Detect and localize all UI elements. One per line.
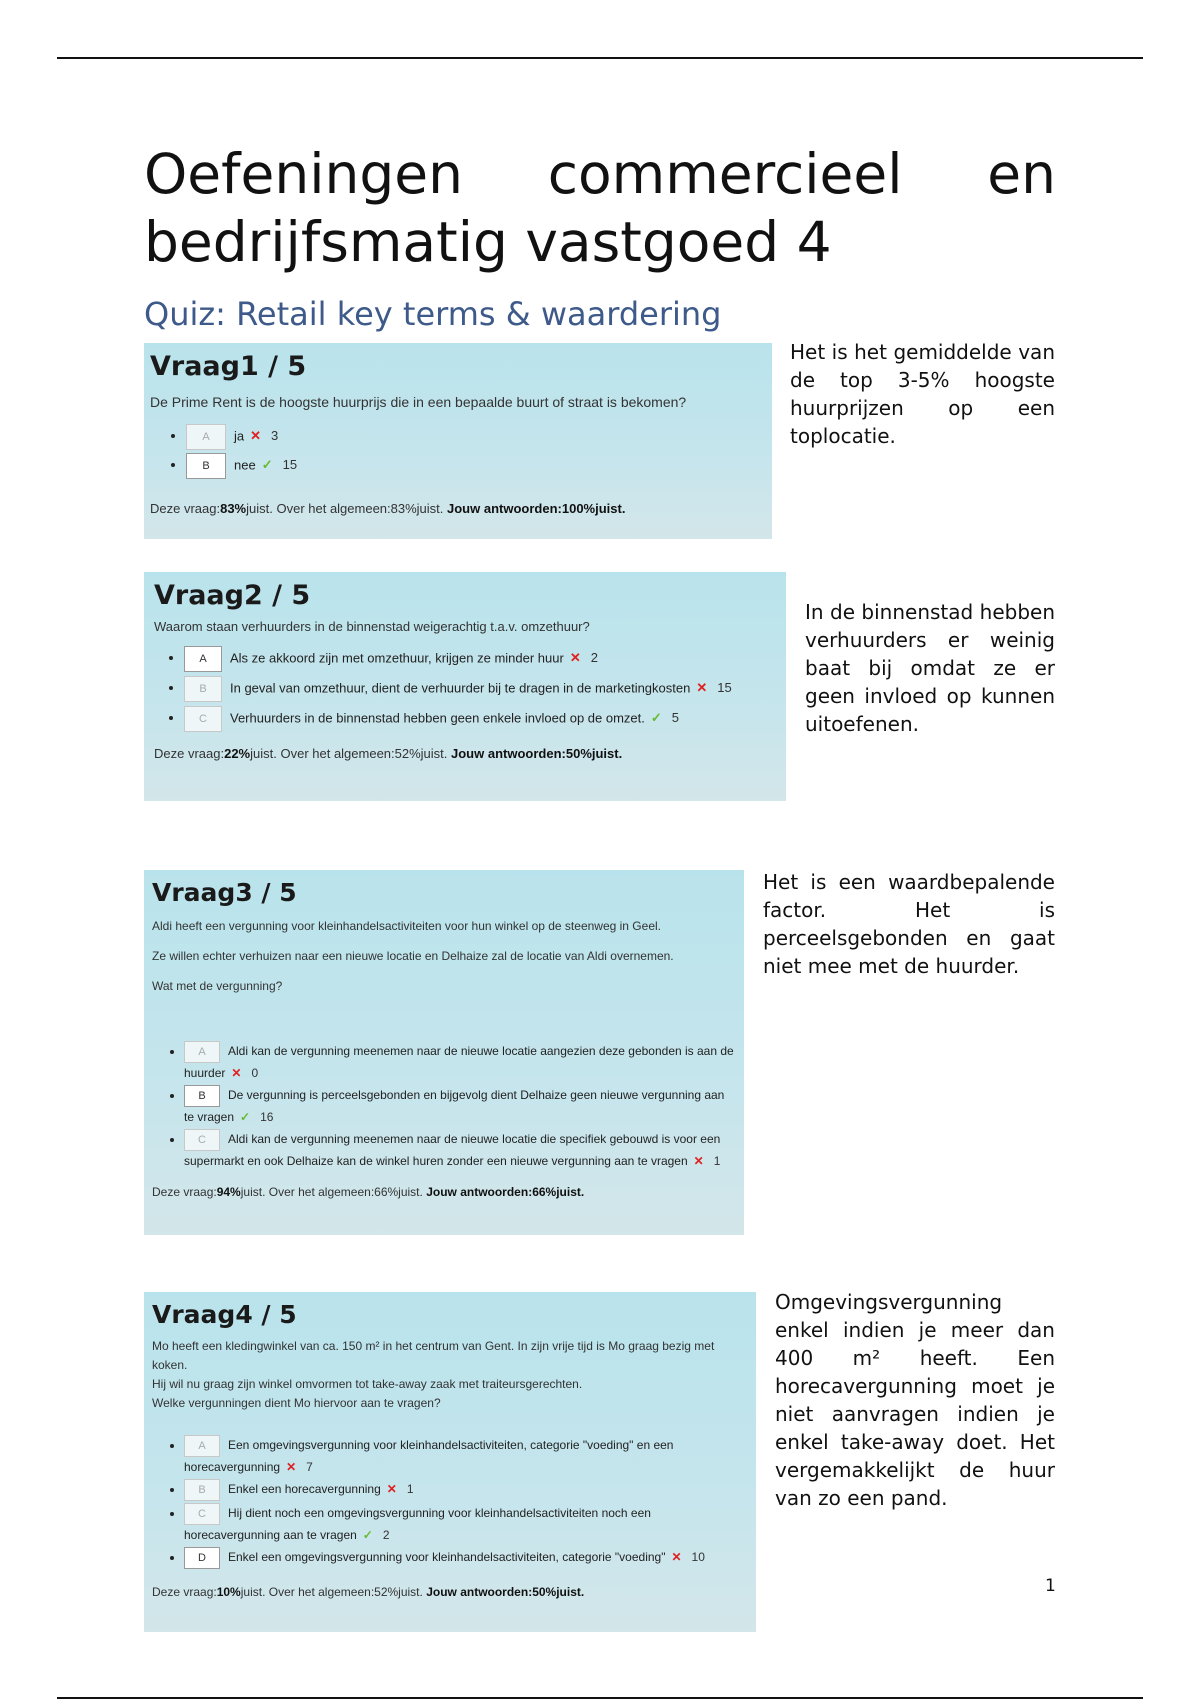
option-letter: C [184,1503,220,1525]
page-number: 1 [1045,1576,1056,1596]
option-letter: A [184,1435,220,1457]
answer-option-c[interactable]: • C Verhuurders in de binnenstad hebben geen enkele invloed op de omzet. ✓ 5 [184,706,776,732]
answer-option-b[interactable]: • B De vergunning is perceelsgebonden en bijgevolg dient Delhaize geen nieuwe vergunning aan te vragen ✓ 16 [184,1085,736,1127]
quiz-subtitle: Quiz: Retail key terms & waardering [144,295,722,333]
quiz-card-2 [144,572,786,801]
question-heading: Vraag3 / 5 [152,878,297,907]
option-letter: C [184,706,222,732]
question-heading: Vraag2 / 5 [154,580,311,611]
cross-icon: ✕ [696,680,708,696]
answer-option-b[interactable]: • B nee ✓ 15 [186,453,766,479]
answer-option-a[interactable]: • A ja ✕ 3 [186,424,766,450]
answer-option-a[interactable]: • A Als ze akkoord zijn met omzethuur, krijgen ze minder huur ✕ 2 [184,646,776,672]
option-letter: B [186,453,226,479]
quiz-card-1 [144,343,772,539]
option-letter: B [184,676,222,702]
answer-option-a[interactable]: • A Aldi kan de vergunning meenemen naar de nieuwe locatie aangezien deze gebonden is aan de huurder ✕ 0 [184,1041,736,1083]
question-text: Mo heeft een kledingwinkel van ca. 150 m² in het centrum van Gent. In zijn vrije tijd is Mo graag bezig met koken. [152,1339,715,1372]
question-heading: Vraag1 / 5 [150,351,307,382]
quiz-card-3 [144,870,744,1235]
answer-option-d[interactable]: • D Enkel een omgevingsvergunning voor kleinhandelsactiviteiten, categorie "voeding" ✕ 10 [184,1547,748,1569]
question-text: Waarom staan verhuurders in de binnenstad weigerachtig t.a.v. omzethuur? [154,619,590,634]
option-letter: A [184,1041,220,1063]
page-title: Oefeningen commercieel en bedrijfsmatig vastgoed 4 [144,142,1056,274]
question-text: Hij wil nu graag zijn winkel omvormen tot take-away zaak met traiteursgerechten. [152,1377,583,1391]
option-letter: B [184,1085,220,1107]
cross-icon: ✕ [693,1154,704,1168]
answer-option-c[interactable]: • C Aldi kan de vergunning meenemen naar de nieuwe locatie die specifiek gebouwd is voor een supermarkt en ook Delhaize kan de winkel huren zonder een nieuwe vergunning aan te vragen ✕ 1 [184,1129,736,1171]
question-text: Ze willen echter verhuizen naar een nieuwe locatie en Delhaize zal de locatie van Aldi overnemen. [152,949,674,963]
option-letter: D [184,1547,220,1569]
answer-note-1: Het is het gemiddelde van de top 3-5% hoogste huurprijzen op een toplocatie. [790,340,1055,448]
header-rule [57,57,1143,59]
cross-icon: ✕ [671,1550,682,1565]
answer-note-4: Omgevingsvergunning enkel indien je meer dan 400 m² heeft. Een horecavergunning moet je niet aanvragen indien je enkel take-away doet. Het vergemakkelijkt de huur van zo een pand. [775,1290,1055,1510]
cross-icon: ✕ [569,650,581,666]
footer-rule [57,1697,1143,1699]
question-stats: Deze vraag:10%juist. Over het algemeen:52%juist. Jouw antwoorden:50%juist. [152,1585,585,1599]
option-letter: A [186,424,226,450]
cross-icon: ✕ [231,1066,242,1080]
answer-note-3: Het is een waardbepalende factor. Het is perceelsgebonden en gaat niet mee met de huurder. [763,870,1055,978]
option-letter: B [184,1479,220,1501]
option-letter: A [184,646,222,672]
question-text: Welke vergunningen dient Mo hiervoor aan te vragen? [152,1396,441,1410]
question-stats: Deze vraag:83%juist. Over het algemeen:83%juist. Jouw antwoorden:100%juist. [150,501,626,516]
check-icon: ✓ [261,457,273,473]
answer-option-c[interactable]: • C Hij dient noch een omgevingsvergunning voor kleinhandelsactiviteiten noch een horecavergunning aan te vragen ✓ 2 [184,1503,748,1545]
check-icon: ✓ [240,1110,251,1124]
answer-option-a[interactable]: • A Een omgevingsvergunning voor kleinhandelsactiviteiten, categorie "voeding" en een horecavergunning ✕ 7 [184,1435,748,1477]
cross-icon: ✕ [286,1460,297,1474]
question-stats: Deze vraag:94%juist. Over het algemeen:66%juist. Jouw antwoorden:66%juist. [152,1185,585,1199]
question-text: Aldi heeft een vergunning voor kleinhandelsactiviteiten voor hun winkel op de steenweg in Geel. [152,919,661,933]
cross-icon: ✕ [386,1482,397,1497]
question-heading: Vraag4 / 5 [152,1300,297,1329]
quiz-card-4 [144,1292,756,1632]
answer-option-b[interactable]: • B In geval van omzethuur, dient de verhuurder bij te dragen in de marketingkosten ✕ 15 [184,676,776,702]
check-icon: ✓ [650,710,662,726]
question-text: Wat met de vergunning? [152,979,283,993]
option-letter: C [184,1129,220,1151]
question-stats: Deze vraag:22%juist. Over het algemeen:52%juist. Jouw antwoorden:50%juist. [154,746,623,761]
answer-option-b[interactable]: • B Enkel een horecavergunning ✕ 1 [184,1479,748,1501]
answer-note-2: In de binnenstad hebben verhuurders er weinig baat bij omdat ze er geen invloed op kunnen uitoefenen. [805,600,1055,736]
question-text: De Prime Rent is de hoogste huurprijs die in een bepaalde buurt of straat is bekomen? [150,394,687,410]
check-icon: ✓ [362,1528,373,1542]
cross-icon: ✕ [250,428,262,444]
